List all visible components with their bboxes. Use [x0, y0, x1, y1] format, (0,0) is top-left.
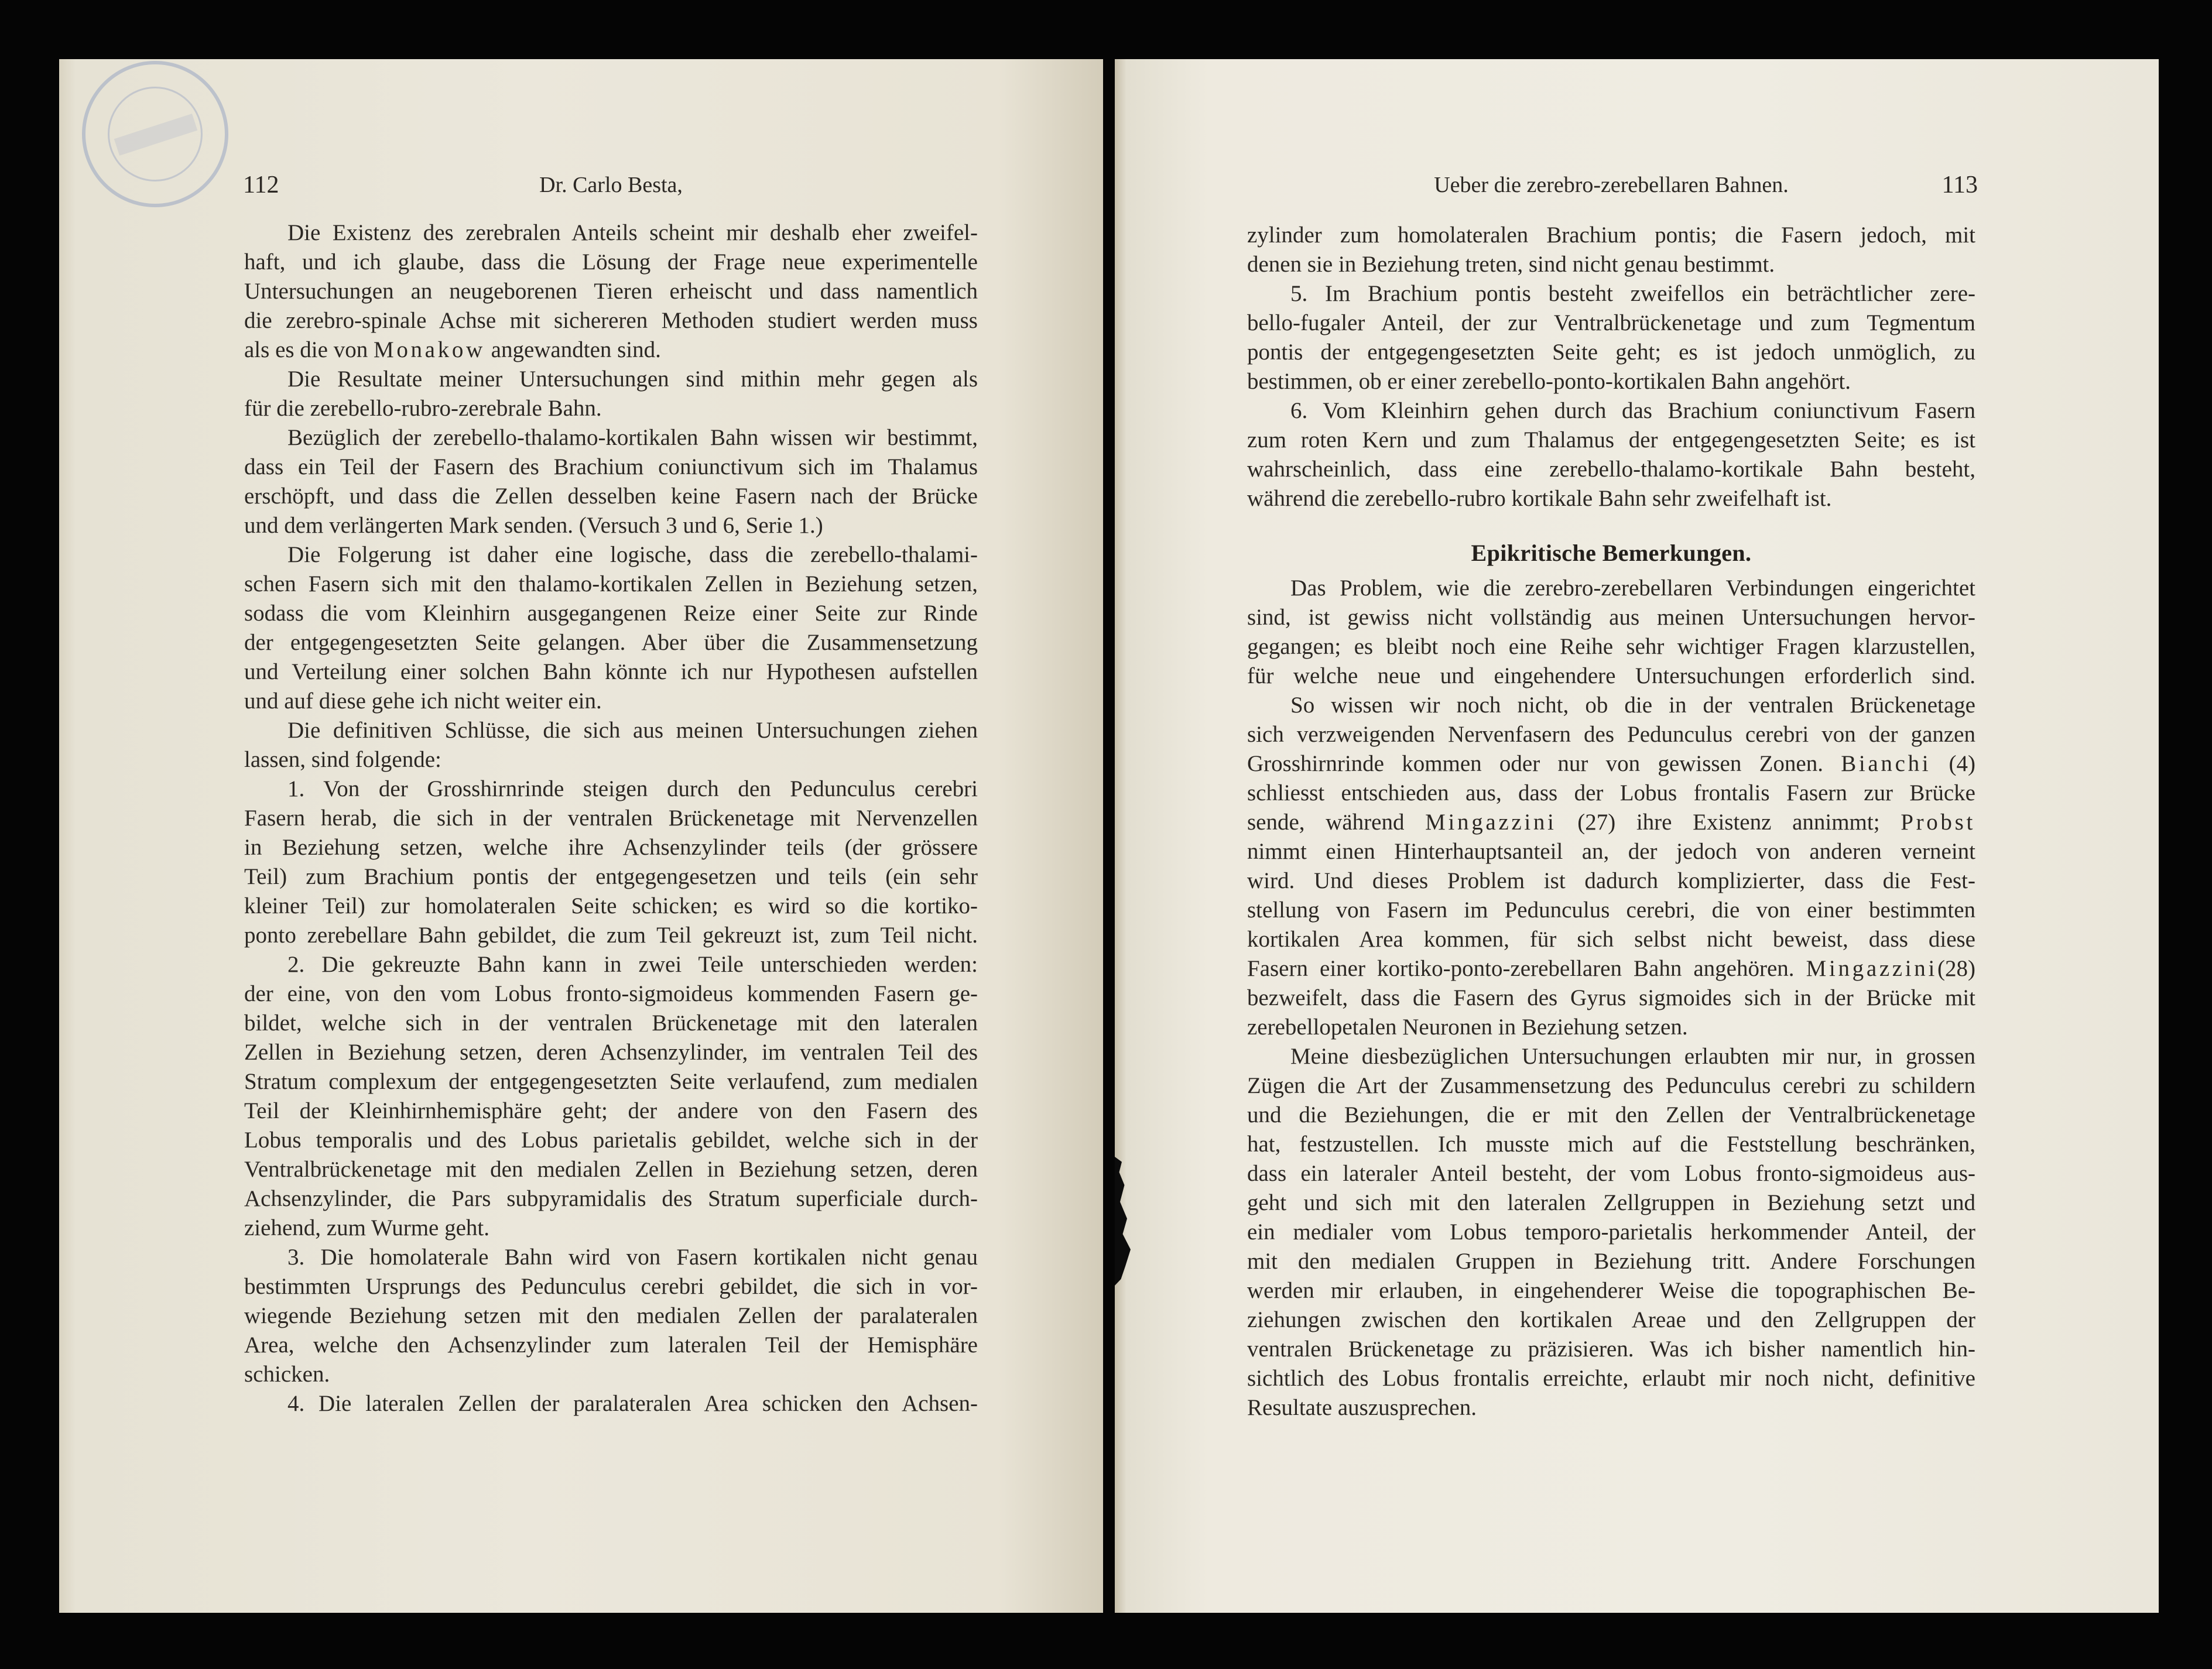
text-line: Stratum complexum der entgegengesetzten Seite verlaufend, zum medialen [244, 1069, 978, 1094]
text-line: Area, welche den Achsenzylinder zum lateralen Teil der Hemisphäre [244, 1332, 978, 1358]
text-line: sichtlich des Lobus frontalis erreichte, erlaubt mir noch nicht, definitive [1247, 1366, 1975, 1391]
text-run: sende, während [1247, 810, 1426, 835]
text-line: Zügen die Art der Zusammensetzung des Pedunculus cerebri zu schildern [1247, 1073, 1975, 1098]
section-heading: Epikritische Bemerkungen. [1471, 540, 1752, 566]
text-line: wird. Und dieses Problem ist dadurch komplizierter, dass die Fest- [1247, 868, 1975, 893]
text-line: denen sie in Beziehung treten, sind nicht genau bestimmt. [1247, 252, 1775, 277]
text-line: sodass die vom Kleinhirn ausgegangenen Reize einer Seite zur Rinde [244, 601, 978, 626]
text-line: bildet, welche sich in der ventralen Brückenetage mit den lateralen [244, 1010, 978, 1036]
text-line: bezweifelt, dass die Fasern des Gyrus sigmoides sich in der Brücke mit [1247, 985, 1975, 1010]
text-line: 2. Die gekreuzte Bahn kann in zwei Teile unterschieden werden: [287, 952, 978, 977]
body-text [244, 218, 978, 1418]
text-line: ziehend, zum Wurme geht. [244, 1215, 489, 1240]
text-line: lassen, sind folgende: [244, 747, 441, 772]
text-line: 3. Die homolaterale Bahn wird von Fasern kortikalen nicht genau [287, 1245, 978, 1270]
text-line: kortikalen Area kommen, für sich selbst nicht beweist, dass diese [1247, 927, 1975, 952]
text-line: ein medialer vom Lobus temporo-parietalis herkommender Anteil, der [1247, 1219, 1975, 1245]
text-line: 5. Im Brachium pontis besteht zweifellos ein beträchtlicher zere- [1290, 281, 1975, 306]
text-line: Die Resultate meiner Untersuchungen sind mithin mehr gegen als [287, 366, 978, 392]
text-line: und auf diese gehe ich nicht weiter ein. [244, 688, 602, 714]
text-line: ponto zerebellare Bahn gebildet, die zum Teil gekreuzt ist, zum Teil nicht. [244, 923, 978, 948]
text-line: Meine diesbezüglichen Untersuchungen erlaubten mir nur, in grossen [1290, 1044, 1975, 1069]
running-head: Ueber die zerebro-zerebellaren Bahnen. [1434, 173, 1789, 197]
text-line: bestimmen, ob er einer zerebello-ponto-kortikalen Bahn angehört. [1247, 369, 1851, 394]
text-line: und Verteilung einer solchen Bahn könnte ich nur Hypothesen aufstellen [244, 659, 978, 684]
text-line: schicken. [244, 1362, 330, 1387]
text-line: pontis der entgegengesetzten Seite geht; es ist jedoch unmöglich, zu [1247, 340, 1975, 365]
text-run: (28) [1937, 956, 1975, 981]
text-line: gegangen; es bleibt noch eine Reihe sehr wichtiger Fragen klarzustellen, [1247, 634, 1975, 659]
text-line: Ventralbrückenetage mit den medialen Zellen in Beziehung setzen, deren [244, 1157, 978, 1182]
text-line: erschöpft, und dass die Zellen desselben keine Fasern nach der Brücke [244, 484, 978, 509]
spaced-author-name: Mingazzini [1806, 956, 1938, 981]
text-line: schliesst entschieden aus, dass der Lobus frontalis Fasern zur Brücke [1247, 780, 1975, 806]
spaced-author-name: Monakow [373, 337, 485, 362]
text-line: der entgegengesetzten Seite gelangen. Aber über die Zusammensetzung [244, 630, 978, 655]
text-line: 6. Vom Kleinhirn gehen durch das Brachium coniunctivum Fasern [1290, 398, 1975, 423]
text-line: bello-fugaler Anteil, der zur Ventralbrückenetage und zum Tegmentum [1247, 310, 1975, 335]
text-line: Bezüglich der zerebello-thalamo-kortikalen Bahn wissen wir bestimmt, [287, 425, 978, 450]
spaced-author-name: Bianchi [1841, 751, 1932, 776]
text-line: Untersuchungen an neugeborenen Tieren erheischt und dass namentlich [244, 279, 978, 304]
text-line: kleiner Teil) zur homolateralen Seite schicken; es wird so die kortiko- [244, 893, 978, 919]
text-line: nimmt einen Hinterhauptsanteil an, der jedoch von anderen verneint [1247, 839, 1975, 864]
body-text [1247, 574, 1975, 1423]
right-page [1115, 59, 2159, 1613]
text-line: werden mir erlauben, in eingehenderer Weise die topographischen Be- [1247, 1278, 1975, 1303]
text-line: dass ein Teil der Fasern des Brachium coniunctivum sich im Thalamus [244, 454, 978, 479]
text-line: geht und sich mit den lateralen Zellgruppen in Beziehung setzt und [1247, 1190, 1975, 1215]
text-line: für welche neue und eingehendere Untersuchungen erforderlich sind. [1247, 663, 1975, 688]
text-line: stellung von Fasern im Pedunculus cerebri, die von einer bestimmten [1247, 897, 1975, 923]
text-line: So wissen wir noch nicht, ob die in der ventralen Brückenetage [1290, 693, 1975, 718]
text-run: Fasern einer kortiko-ponto-zerebellaren Bahn angehören. [1247, 956, 1806, 981]
text-run: (27) ihre Existenz annimmt; [1556, 810, 1901, 835]
text-line: 1. Von der Grosshirnrinde steigen durch den Pedunculus cerebri [287, 776, 978, 801]
text-line: der eine, von den vom Lobus fronto-sigmoideus kommenden Fasern ge- [244, 981, 978, 1006]
text-line: für die zerebello-rubro-zerebrale Bahn. [244, 396, 602, 421]
spaced-author-name: Probst [1901, 810, 1975, 835]
text-run: Grosshirnrinde kommen oder nur von gewissen Zonen. [1247, 751, 1841, 776]
text-line: Zellen in Beziehung setzen, deren Achsenzylinder, im ventralen Teil des [244, 1040, 978, 1065]
text-line: wiegende Beziehung setzen mit den medialen Zellen der paralateralen [244, 1303, 978, 1328]
text-line [1247, 749, 1975, 779]
text-line [1247, 954, 1975, 983]
text-line: Die definitiven Schlüsse, die sich aus meinen Untersuchungen ziehen [287, 718, 978, 743]
page-number: 112 [243, 172, 279, 198]
text-line: schen Fasern sich mit den thalamo-kortikalen Zellen in Beziehung setzen, [244, 571, 978, 597]
page-number: 113 [1942, 172, 1978, 198]
text-line: in Beziehung setzen, welche ihre Achsenzylinder teils (der grössere [244, 835, 978, 860]
text-run: (4) [1931, 751, 1975, 776]
text-line: Die Existenz des zerebralen Anteils scheint mir deshalb eher zweifel- [287, 220, 978, 245]
text-line: Lobus temporalis und des Lobus parietalis gebildet, welche sich in der [244, 1127, 978, 1153]
page-tear [1115, 1157, 1132, 1286]
body-text [1247, 221, 1975, 513]
text-line: Achsenzylinder, die Pars subpyramidalis des Stratum superficiale durch- [244, 1186, 978, 1211]
text-line: sind, ist gewiss nicht vollständig aus meinen Untersuchungen hervor- [1247, 605, 1975, 630]
text-line: zerebellopetalen Neuronen in Beziehung setzen. [1247, 1015, 1688, 1040]
left-page [59, 59, 1103, 1613]
text-line: sich verzweigenden Nervenfasern des Pedunculus cerebri von der ganzen [1247, 722, 1975, 747]
text-line: während die zerebello-rubro kortikale Bahn sehr zweifelhaft ist. [1247, 486, 1832, 511]
text-line: zylinder zum homolateralen Brachium pontis; die Fasern jedoch, mit [1247, 222, 1975, 248]
text-line: haft, und ich glaube, dass die Lösung der Frage neue experimentelle [244, 249, 978, 275]
text-line: und dem verlängerten Mark senden. (Versuch 3 und 6, Serie 1.) [244, 513, 823, 538]
text-line: wahrscheinlich, dass eine zerebello-thalamo-kortikale Bahn besteht, [1247, 457, 1975, 482]
text-line: hat, festzustellen. Ich musste mich auf die Feststellung beschränken, [1247, 1132, 1975, 1157]
text-line: 4. Die lateralen Zellen der paralateralen Area schicken den Achsen- [287, 1391, 978, 1416]
text-line [244, 335, 978, 365]
running-head: Dr. Carlo Besta, [539, 173, 683, 197]
text-line: Die Folgerung ist daher eine logische, dass die zerebello-thalami- [287, 542, 978, 567]
text-run: angewandten sind. [485, 337, 661, 362]
text-line: dass ein lateraler Anteil besteht, der vom Lobus fronto-sigmoideus aus- [1247, 1161, 1975, 1186]
text-line: und die Beziehungen, die er mit den Zellen der Ventralbrückenetage [1247, 1102, 1975, 1127]
text-line: bestimmten Ursprungs des Pedunculus cerebri gebildet, die sich in vor- [244, 1274, 978, 1299]
text-line: die zerebro-spinale Achse mit sichereren Methoden studiert werden muss [244, 308, 978, 333]
text-line: mit den medialen Gruppen in Beziehung tritt. Andere Forschungen [1247, 1249, 1975, 1274]
text-run: als es die von [244, 337, 374, 362]
text-line [1247, 808, 1975, 837]
text-line: Das Problem, wie die zerebro-zerebellaren Verbindungen eingerichtet [1290, 575, 1975, 601]
library-stamp [82, 61, 228, 207]
page-header [1247, 170, 1978, 200]
text-line: Teil) zum Brachium pontis der entgegengesetzen und teils (ein sehr [244, 864, 978, 889]
text-line: ziehungen zwischen den kortikalen Areae und den Zellgruppen der [1247, 1307, 1975, 1332]
page-header [244, 170, 978, 200]
text-line: Teil der Kleinhirnhemisphäre geht; der andere von den Fasern des [244, 1098, 978, 1123]
text-line: ventralen Brückenetage zu präzisieren. Was ich bisher namentlich hin- [1247, 1336, 1975, 1362]
text-line: zum roten Kern und zum Thalamus der entgegengesetzten Seite; es ist [1247, 427, 1975, 453]
text-line: Resultate auszusprechen. [1247, 1395, 1477, 1420]
text-line: Fasern herab, die sich in der ventralen Brückenetage mit Nervenzellen [244, 806, 978, 831]
spaced-author-name: Mingazzini [1425, 810, 1557, 835]
